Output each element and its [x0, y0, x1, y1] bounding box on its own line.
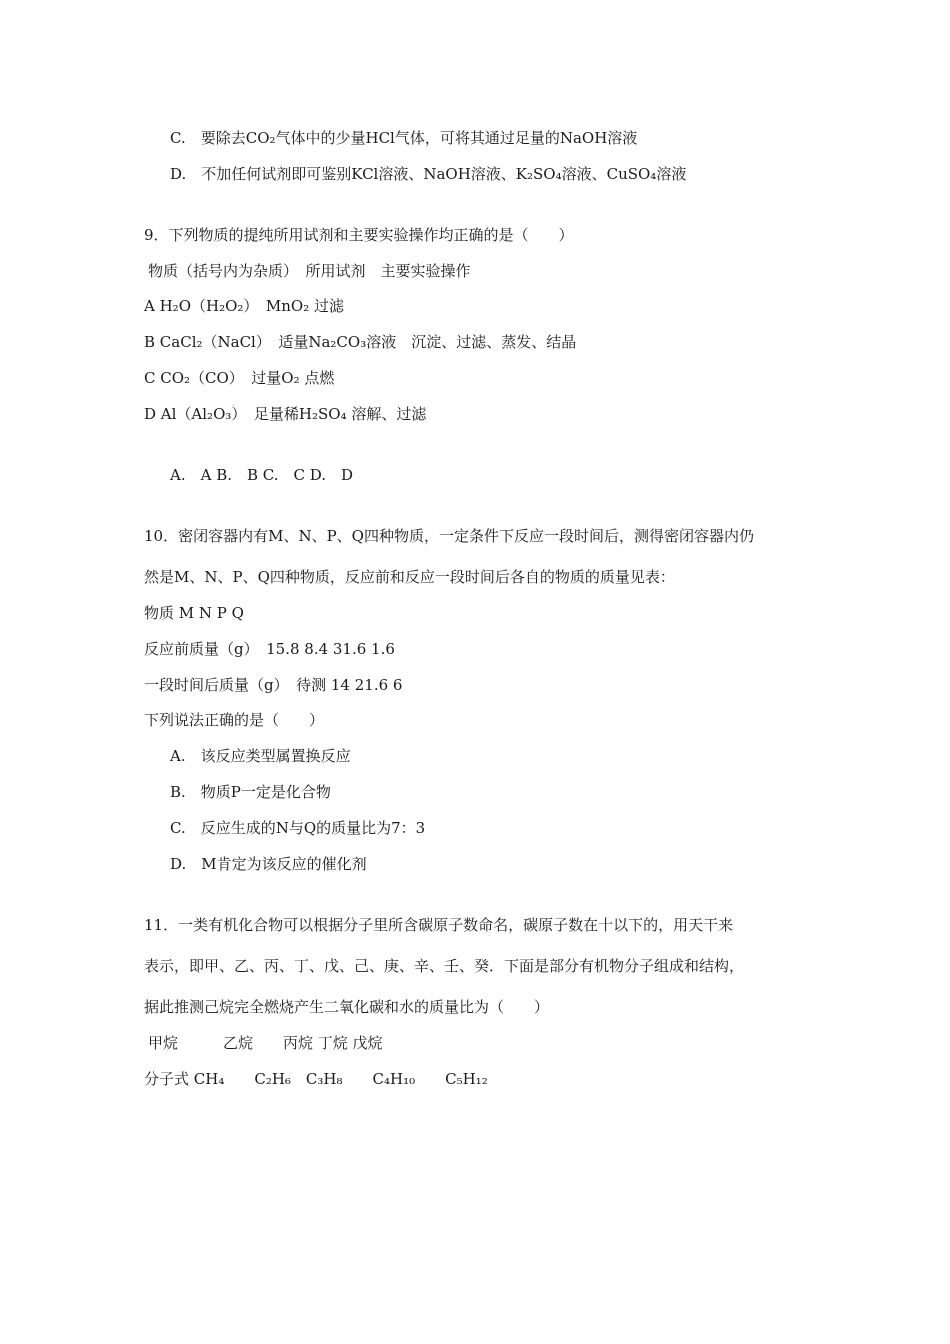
q11-table-formulas: 分子式 CH₄ C₂H₆ C₃H₈ C₄H₁₀ C₅H₁₂	[144, 1070, 488, 1088]
q11-stem-line2: 表示，即甲、乙、丙、丁、戊、己、庚、辛、壬、癸．下面是部分有机物分子组成和结构，	[144, 957, 745, 975]
q9-row-d: D Al（Al₂O₃） 足量稀H₂SO₄ 溶解、过滤	[144, 405, 427, 423]
q10-option-c: C. 反应生成的N与Q的质量比为7：3	[170, 819, 426, 837]
q10-table-row1: 物质 M N P Q	[144, 604, 244, 622]
q10-option-a: A. 该反应类型属置换反应	[170, 747, 351, 765]
q10-table-row3: 一段时间后质量（g） 待测 14 21.6 6	[144, 676, 403, 694]
q10-stem-line2: 然是M、N、P、Q四种物质，反应前和反应一段时间后各自的物质的质量见表：	[144, 568, 675, 586]
q8-option-c: C. 要除去CO₂气体中的少量HCl气体，可将其通过足量的NaOH溶液	[170, 129, 638, 147]
q9-options: A. A B. B C. C D. D	[170, 466, 354, 484]
q9-row-c: C CO₂（CO） 过量O₂ 点燃	[144, 369, 335, 387]
q10-option-d: D. M肯定为该反应的催化剂	[170, 855, 367, 873]
q11-stem-line3: 据此推测己烷完全燃烧产生二氧化碳和水的质量比为（ ）	[144, 998, 550, 1016]
q8-option-d: D. 不加任何试剂即可鉴别KCl溶液、NaOH溶液、K₂SO₄溶液、CuSO₄溶液	[170, 165, 687, 183]
q10-ask: 下列说法正确的是（ ）	[144, 711, 325, 729]
q9-table-header: 物质（括号内为杂质） 所用试剂 主要实验操作	[148, 262, 471, 280]
q11-stem-line1: 11．一类有机化合物可以根据分子里所含碳原子数命名，碳原子数在十以下的，用天干来	[144, 916, 734, 934]
q11-table-names: 甲烷 乙烷 丙烷 丁烷 戊烷	[148, 1034, 383, 1052]
q9-stem: 9．下列物质的提纯所用试剂和主要实验操作均正确的是（ ）	[144, 226, 574, 244]
q9-row-a: A H₂O（H₂O₂） MnO₂ 过滤	[144, 297, 344, 315]
q9-row-b: B CaCl₂（NaCl） 适量Na₂CO₃溶液 沉淀、过滤、蒸发、结晶	[144, 333, 577, 351]
q10-table-row2: 反应前质量（g） 15.8 8.4 31.6 1.6	[144, 640, 395, 658]
q10-option-b: B. 物质P一定是化合物	[170, 783, 331, 801]
q10-stem-line1: 10．密闭容器内有M、N、P、Q四种物质，一定条件下反应一段时间后，测得密闭容器内仍	[144, 527, 754, 545]
